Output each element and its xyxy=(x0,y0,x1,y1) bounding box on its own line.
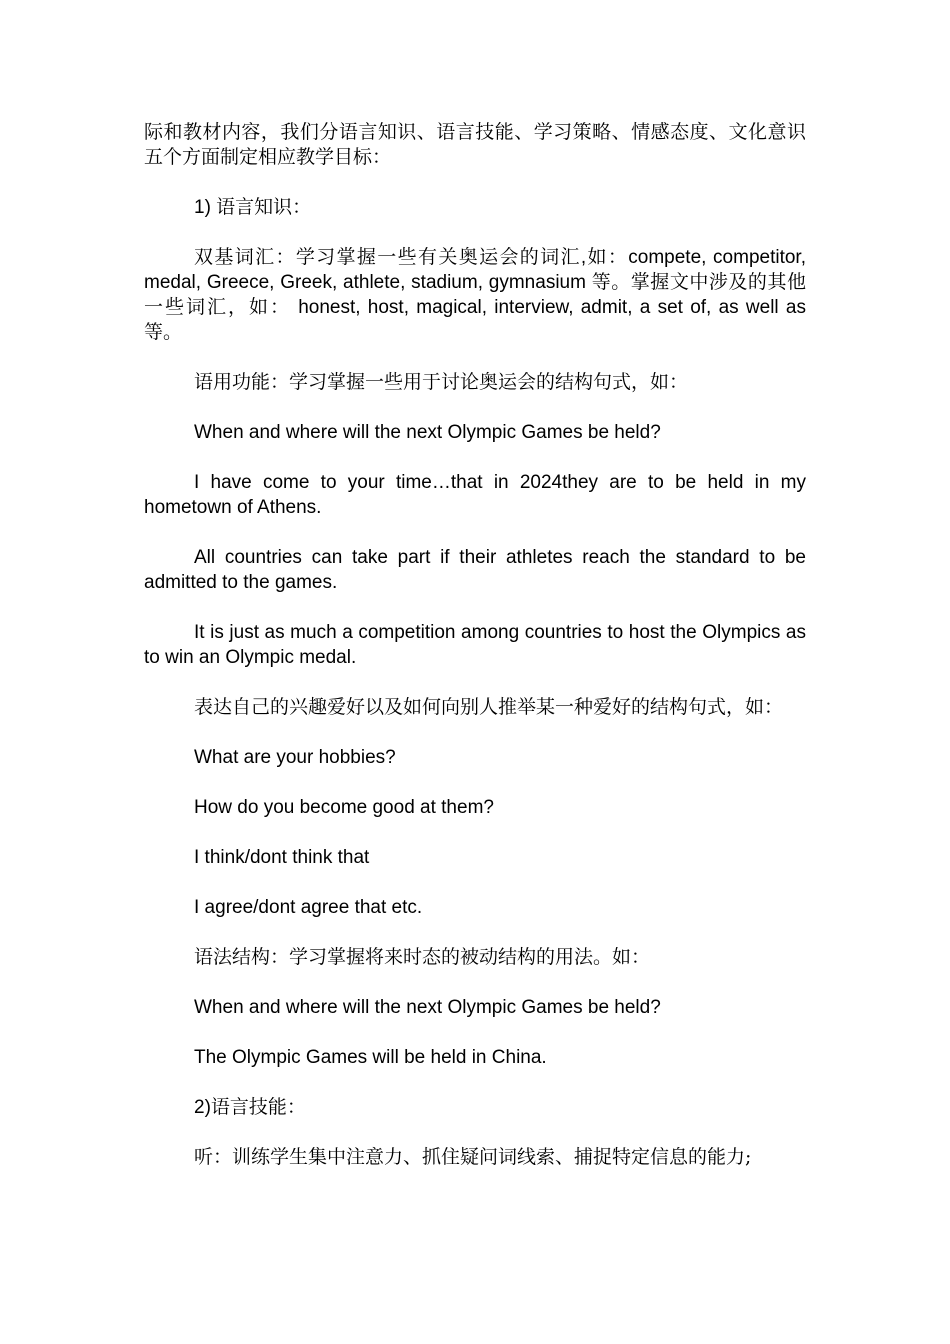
example-sentence: When and where will the next Olympic Games be held? xyxy=(194,422,661,443)
example-sentence: The Olympic Games will be held in China. xyxy=(194,1047,547,1068)
section-heading-language-skills: 2)语言技能： xyxy=(194,1097,306,1118)
document-page xyxy=(144,120,806,1195)
example-sentence: I have come to your time…that in 2024they are to be held in my hometown of Athens. xyxy=(144,472,806,518)
grammar-paragraph: 语法结构：学习掌握将来时态的被动结构的用法。如： xyxy=(194,946,651,968)
hobby-structure-paragraph: 表达自己的兴趣爱好以及如何向别人推举某一种爱好的结构句式，如： xyxy=(194,696,784,718)
example-sentence: I think/dont think that xyxy=(194,847,370,868)
example-sentence: How do you become good at them? xyxy=(194,797,494,818)
intro-paragraph: 际和教材内容，我们分语言知识、语言技能、学习策略、情感态度、文化意识五个方面制定相应教学目标： xyxy=(144,121,806,168)
example-sentence: What are your hobbies? xyxy=(194,747,396,768)
vocabulary-paragraph: 双基词汇：学习掌握一些有关奥运会的词汇,如：compete, competitor, medal, Greece, Greek, athlete, stadium, gymnasium 等。掌握文中涉及的其他一些词汇，如： honest, host, magical, interview, admit, a set of, as well as 等。 xyxy=(144,247,806,343)
listening-paragraph: 听：训练学生集中注意力、抓住疑问词线索、捕捉特定信息的能力; xyxy=(194,1146,752,1168)
example-sentence: It is just as much a competition among countries to host the Olympics as to win an Olympic medal. xyxy=(144,622,806,668)
example-sentence: When and where will the next Olympic Games be held? xyxy=(194,997,661,1018)
example-sentence: All countries can take part if their athletes reach the standard to be admitted to the games. xyxy=(144,547,806,593)
function-paragraph: 语用功能：学习掌握一些用于讨论奥运会的结构句式，如： xyxy=(194,371,689,393)
section-heading-language-knowledge: 1) 语言知识： xyxy=(194,197,312,218)
example-sentence: I agree/dont agree that etc. xyxy=(194,897,423,918)
